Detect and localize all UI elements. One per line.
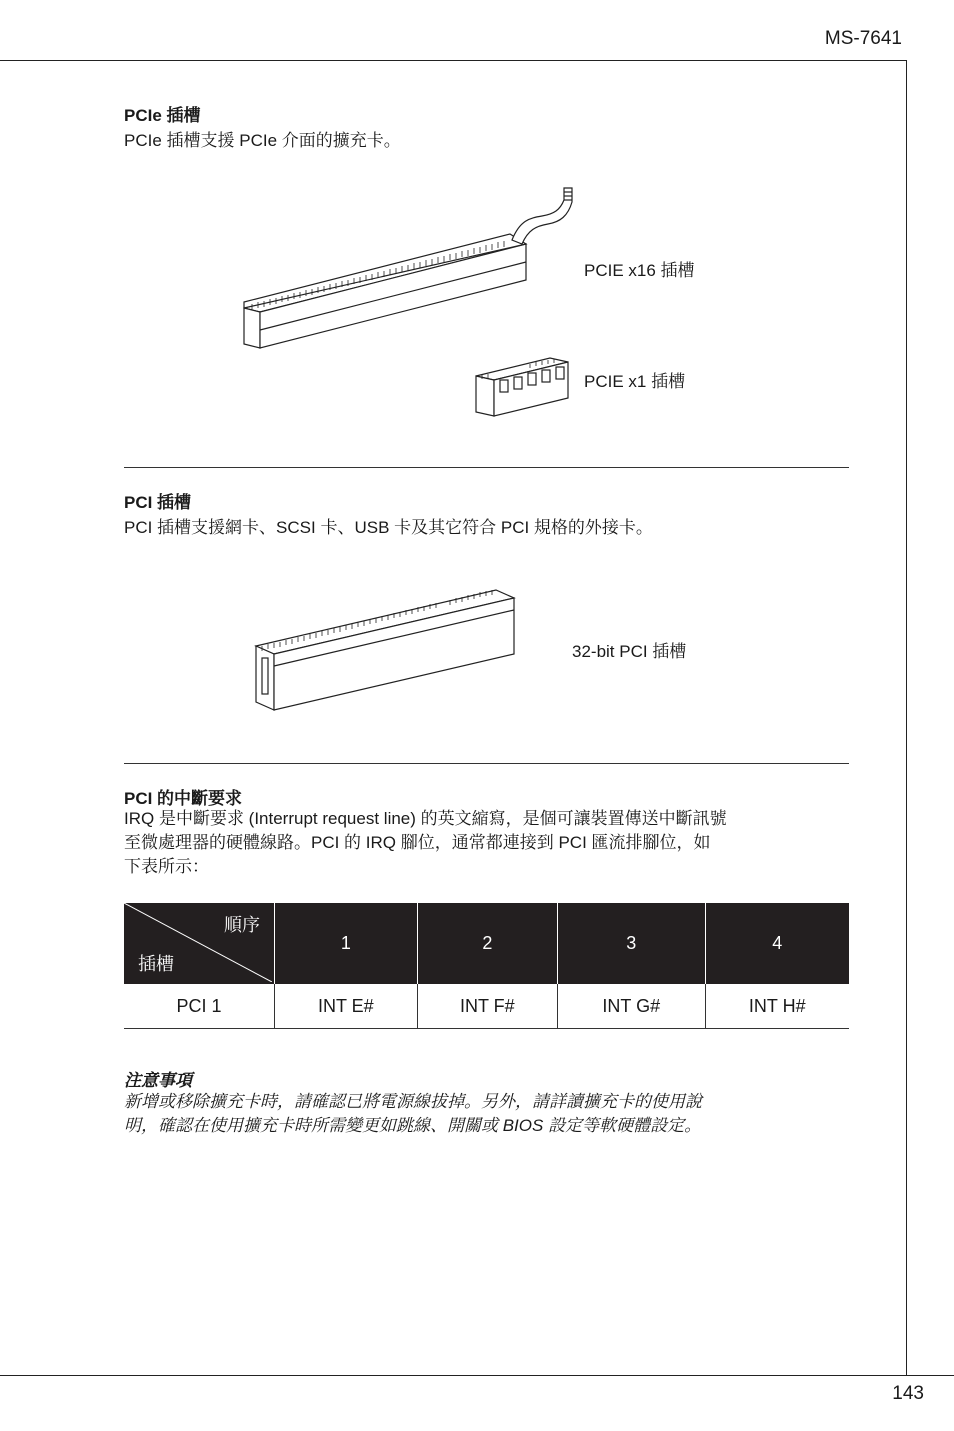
irq-line: 下表所示： bbox=[124, 857, 209, 876]
section-divider bbox=[124, 763, 849, 764]
pci-32bit-label: 32-bit PCI 插槽 bbox=[572, 642, 687, 661]
note-line: 新增或移除擴充卡時，請確認已將電源線拔掉。另外，請詳讀擴充卡的使用說 bbox=[124, 1092, 702, 1111]
pci-description: PCI 插槽支援網卡、SCSI 卡、USB 卡及其它符合 PCI 規格的外接卡。 bbox=[124, 518, 653, 537]
irq-heading: PCI 的中斷要求 bbox=[124, 789, 243, 808]
corner-order-label: 順序 bbox=[224, 915, 260, 935]
pcie-x1-label: PCIE x1 插槽 bbox=[584, 372, 686, 391]
page-number: 143 bbox=[892, 1383, 924, 1404]
row-label: PCI 1 bbox=[124, 984, 275, 1029]
pcie-x1-slot-drawing bbox=[476, 358, 568, 416]
irq-paragraph bbox=[124, 807, 849, 879]
corner-header-cell bbox=[124, 903, 275, 984]
model-number: MS-7641 bbox=[824, 28, 902, 49]
pcie-slots-illustration bbox=[230, 180, 590, 420]
column-header: 1 bbox=[275, 903, 418, 984]
table-cell: INT F# bbox=[417, 984, 557, 1029]
table-cell: INT H# bbox=[705, 984, 849, 1029]
table-header-row bbox=[124, 903, 849, 984]
table-cell: INT E# bbox=[275, 984, 418, 1029]
table-cell: INT G# bbox=[557, 984, 705, 1029]
pcie-x16-slot-drawing bbox=[244, 188, 572, 348]
pcie-description: PCIe 插槽支援 PCIe 介面的擴充卡。 bbox=[124, 131, 401, 150]
note-paragraph bbox=[124, 1090, 849, 1138]
note-heading: 注意事項 bbox=[124, 1071, 192, 1090]
frame-top-rule bbox=[0, 60, 906, 61]
pci-heading: PCI 插槽 bbox=[124, 493, 192, 512]
note-line: 明，確認在使用擴充卡時所需變更如跳線、開關或 BIOS 設定等軟硬體設定。 bbox=[124, 1116, 702, 1135]
section-divider bbox=[124, 467, 849, 468]
pci-slot-illustration bbox=[250, 580, 525, 720]
irq-line: 至微處理器的硬體線路。PCI 的 IRQ 腳位，通常都連接到 PCI 匯流排腳位，如 bbox=[124, 833, 711, 852]
frame-bottom-rule bbox=[0, 1375, 954, 1376]
pci-32bit-slot-drawing bbox=[256, 590, 514, 710]
corner-slot-label: 插槽 bbox=[138, 954, 174, 974]
irq-line: IRQ 是中斷要求 (Interrupt request line) 的英文縮寫，是個可讓裝置傳送中斷訊號 bbox=[124, 809, 727, 828]
irq-table bbox=[124, 903, 849, 1029]
column-header: 2 bbox=[417, 903, 557, 984]
pcie-heading: PCIe 插槽 bbox=[124, 106, 201, 125]
column-header: 3 bbox=[557, 903, 705, 984]
frame-right-rule bbox=[906, 60, 907, 1376]
column-header: 4 bbox=[705, 903, 849, 984]
table-row bbox=[124, 984, 849, 1029]
pcie-x16-label: PCIE x16 插槽 bbox=[584, 261, 695, 280]
